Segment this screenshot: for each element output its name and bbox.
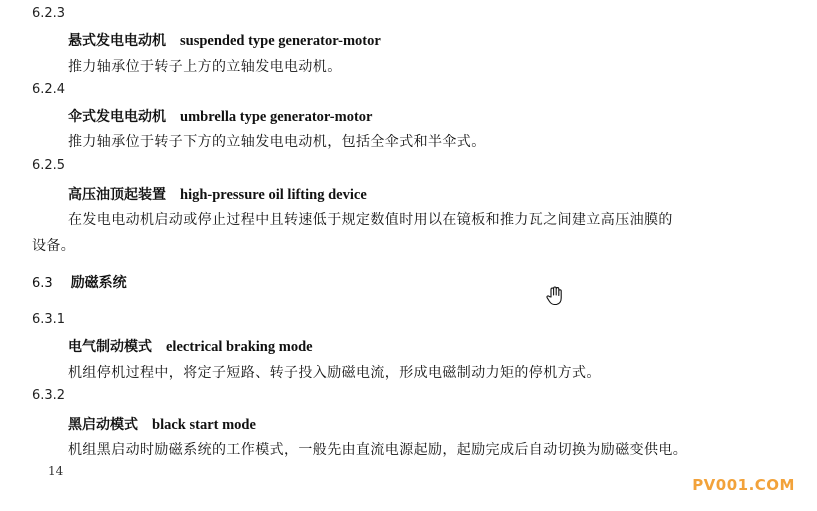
clause-number: 6.3.2 <box>32 388 66 403</box>
term-zh: 悬式发电电动机 <box>68 33 166 49</box>
section-heading <box>32 272 127 292</box>
section-title: 励磁系统 <box>70 275 127 291</box>
term-en: black start mode <box>152 417 256 433</box>
term-en: electrical braking mode <box>166 339 313 355</box>
term-heading <box>68 106 372 126</box>
term-definition-continued: 设备。 <box>32 238 76 254</box>
clause-number: 6.2.5 <box>32 158 66 173</box>
term-definition: 机组停机过程中，将定子短路、转子投入励磁电流，形成电磁制动力矩的停机方式。 <box>68 365 601 381</box>
term-definition: 推力轴承位于转子下方的立轴发电电动机，包括全伞式和半伞式。 <box>68 134 486 150</box>
term-en: umbrella type generator-motor <box>180 109 373 125</box>
term-zh: 高压油顶起装置 <box>68 187 166 203</box>
term-definition: 推力轴承位于转子上方的立轴发电电动机。 <box>68 59 342 75</box>
term-heading <box>68 414 256 434</box>
term-zh: 伞式发电电动机 <box>68 109 166 125</box>
term-en: suspended type generator-motor <box>180 33 381 49</box>
term-zh: 电气制动模式 <box>68 339 152 355</box>
term-definition: 在发电电动机启动或停止过程中且转速低于规定数值时用以在镜板和推力瓦之间建立高压油膜的 <box>68 212 673 228</box>
term-heading <box>68 30 381 50</box>
term-definition: 机组黑启动时励磁系统的工作模式，一般先由直流电源起励，起励完成后自动切换为励磁变供电。 <box>68 442 688 458</box>
clause-number: 6.2.4 <box>32 82 66 97</box>
term-heading <box>68 336 313 356</box>
page-number: 14 <box>48 464 64 478</box>
hand-cursor-icon <box>544 285 566 307</box>
term-en: high-pressure oil lifting device <box>180 187 367 203</box>
term-zh: 黑启动模式 <box>68 417 138 433</box>
clause-number: 6.3.1 <box>32 312 66 327</box>
section-number: 6.3 <box>32 276 53 291</box>
clause-number: 6.2.3 <box>32 6 66 21</box>
term-heading <box>68 184 367 204</box>
watermark: PV001.COM <box>692 476 795 494</box>
